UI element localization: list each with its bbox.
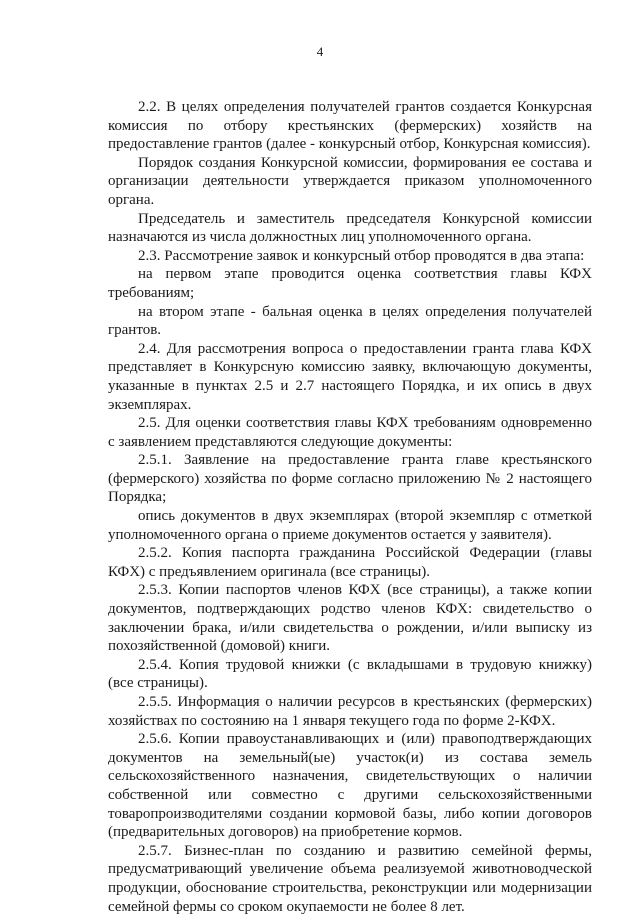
paragraph-2-3: 2.3. Рассмотрение заявок и конкурсный отбор проводятся в два этапа: <box>138 247 585 264</box>
paragraph-2-5-6: 2.5.6. Копии правоустанавливающих и (или) правоподтверждающих документов на земельный(ые) участок(и) из состава земель сельскохозяйственного назначения, свидетельствующих о наличии собственной или совместно с другими сельскохозяйственными товаропроизводителями создании кормовой базы, либо копии договоров (предварительных договоров) на приобретение кормов. <box>108 731 592 841</box>
paragraph-stage-two: на втором этапе - бальная оценка в целях определения получателей грантов. <box>108 303 592 339</box>
paragraph-commission-order: Порядок создания Конкурсной комиссии, формирования ее состава и организации деятельности утверждается приказом уполномоченного органа. <box>108 154 592 208</box>
paragraph-inventory: опись документов в двух экземплярах (второй экземпляр с отметкой уполномоченного органа о приеме документов остается у заявителя). <box>108 508 592 543</box>
paragraph-2-5-5: 2.5.5. Информация о наличии ресурсов в крестьянских (фермерских) хозяйствах по состоянию на 1 января текущего года по форме 2-КФХ. <box>108 694 592 729</box>
paragraph-2-5-4: 2.5.4. Копия трудовой книжки (с вкладышами в трудовую книжку) (все страницы). <box>108 656 592 692</box>
paragraph-2-2: 2.2. В целях определения получателей грантов создается Конкурсная комиссия по отбору крестьянских (фермерских) хозяйств на предоставление грантов (далее - конкурсный отбор, Конкурсная комиссия). <box>108 99 592 153</box>
document-body <box>108 98 592 916</box>
paragraph-2-5: 2.5. Для оценки соответствия главы КФХ требованиям одновременно с заявлением представляются следующие документы: <box>108 415 592 450</box>
paragraph-2-5-3: 2.5.3. Копии паспортов членов КФХ (все страницы), а также копии документов, подтверждающих родство членов КФХ: свидетельство о заключении брака, и/или свидетельства о рождении, и/или выписку из похозяйственной (домовой) книги. <box>108 582 592 655</box>
paragraph-2-4: 2.4. Для рассмотрения вопроса о предоставлении гранта глава КФХ представляет в Конкурсную комиссию заявку, включающую документы, указанные в пунктах 2.5 и 2.7 настоящего Порядка, и их опись в двух экземплярах. <box>108 340 592 413</box>
paragraph-stage-one: на первом этапе проводится оценка соответствия главы КФХ требованиям; <box>108 266 592 301</box>
page-number: 4 <box>316 44 324 59</box>
paragraph-chairman: Председатель и заместитель председателя Конкурсной комиссии назначаются из числа должностных лиц уполномоченного органа. <box>108 210 592 246</box>
paragraph-2-5-7: 2.5.7. Бизнес-план по созданию и развитию семейной фермы, предусматривающий увеличение объема реализуемой животноводческой продукции, обоснование строительства, реконструкции или модернизации семейной фермы со сроком окупаемости не более 8 лет. <box>108 842 592 915</box>
paragraph-2-5-1: 2.5.1. Заявление на предоставление гранта главе крестьянского (фермерского) хозяйства по форме согласно приложению № 2 настоящего Порядка; <box>108 452 592 506</box>
paragraph-2-5-2: 2.5.2. Копия паспорта гражданина Российской Федерации (главы КФХ) с предъявлением оригинала (все страницы). <box>108 545 592 580</box>
